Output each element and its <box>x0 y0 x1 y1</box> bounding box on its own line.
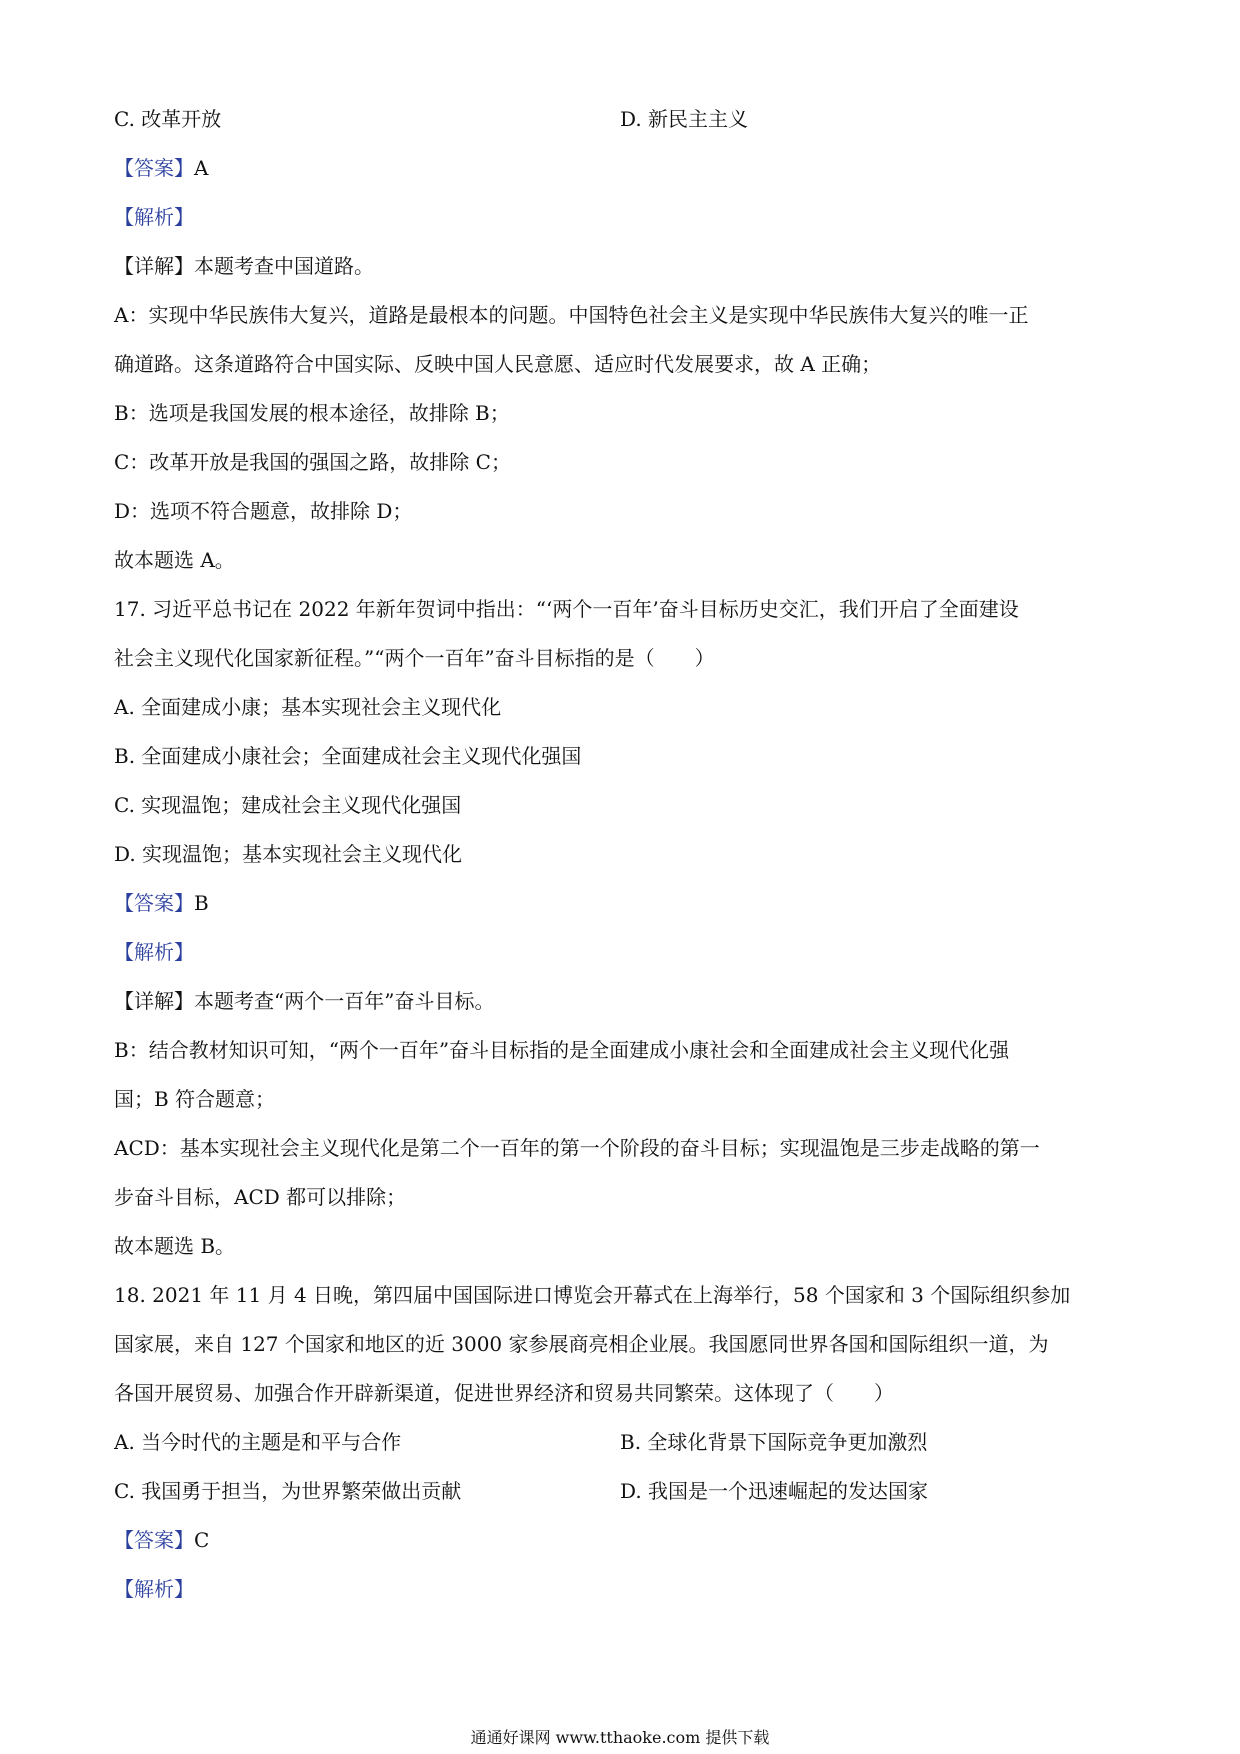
q17-answer <box>114 888 209 918</box>
q16-analysis-line: C：改革开放是我国的强国之路，故排除 C； <box>114 450 511 474</box>
q17-analysis-line: 步奋斗目标，ACD 都可以排除； <box>114 1185 407 1209</box>
q16-option-c: C. 改革开放 <box>114 107 222 131</box>
detail-tag: 【详解】 <box>114 989 194 1013</box>
q17-analysis-line: 国；B 符合题意； <box>114 1087 276 1111</box>
answer-tag: 【答案】 <box>114 891 194 915</box>
q18-option-b: B. 全球化背景下国际竞争更加激烈 <box>620 1430 928 1454</box>
q18-stem-line: 各国开展贸易、加强合作开辟新渠道，促进世界经济和贸易共同繁荣。这体现了（ ） <box>114 1381 894 1405</box>
q16-analysis-line: A：实现中华民族伟大复兴，道路是最根本的问题。中国特色社会主义是实现中华民族伟大复兴的唯一正 <box>114 303 1029 327</box>
q18-option-d: D. 我国是一个迅速崛起的发达国家 <box>620 1479 929 1503</box>
q17-option-c: C. 实现温饱；建成社会主义现代化强国 <box>114 793 462 817</box>
q18-analysis-tag: 【解析】 <box>114 1577 194 1601</box>
q17-conclusion: 故本题选 B。 <box>114 1234 236 1258</box>
q18-stem-line: 18. 2021 年 11 月 4 日晚，第四届中国国际进口博览会开幕式在上海举行，58 个国家和 3 个国际组织参加 <box>114 1283 1071 1307</box>
q16-analysis-line: 确道路。这条道路符合中国实际、反映中国人民意愿、适应时代发展要求，故 A 正确； <box>114 352 882 376</box>
q18-stem-line: 国家展，来自 127 个国家和地区的近 3000 家参展商亮相企业展。我国愿同世界各国和国际组织一道，为 <box>114 1332 1049 1356</box>
detail-tag: 【详解】 <box>114 254 194 278</box>
page-footer: 通通好课网 www.tthaoke.com 提供下载 <box>470 1728 770 1747</box>
answer-tag: 【答案】 <box>114 156 194 180</box>
answer-value: B <box>194 891 209 915</box>
q16-conclusion: 故本题选 A。 <box>114 548 235 572</box>
q17-analysis-line: ACD：基本实现社会主义现代化是第二个一百年的第一个阶段的奋斗目标；实现温饱是三步走战略的第一 <box>114 1136 1040 1160</box>
q16-analysis-tag: 【解析】 <box>114 205 194 229</box>
q16-answer <box>114 153 208 183</box>
q18-option-c: C. 我国勇于担当，为世界繁荣做出贡献 <box>114 1479 462 1503</box>
detail-text: 本题考查“两个一百年”奋斗目标。 <box>194 989 495 1013</box>
q18-answer <box>114 1525 209 1555</box>
q17-option-a: A. 全面建成小康；基本实现社会主义现代化 <box>114 695 502 719</box>
q17-stem-line: 社会主义现代化国家新征程。”“两个一百年”奋斗目标指的是（ ） <box>114 646 715 670</box>
q17-option-b: B. 全面建成小康社会；全面建成社会主义现代化强国 <box>114 744 582 768</box>
q17-analysis-line: B：结合教材知识可知，“两个一百年”奋斗目标指的是全面建成小康社会和全面建成社会主义现代化强 <box>114 1038 1010 1062</box>
q17-option-d: D. 实现温饱；基本实现社会主义现代化 <box>114 842 463 866</box>
answer-value: A <box>194 156 209 180</box>
answer-value: C <box>194 1528 210 1552</box>
q17-analysis-tag: 【解析】 <box>114 940 194 964</box>
q16-option-d: D. 新民主主义 <box>620 107 749 131</box>
detail-text: 本题考查中国道路。 <box>194 254 374 278</box>
q17-detail <box>114 986 494 1016</box>
q17-stem-line: 17. 习近平总书记在 2022 年新年贺词中指出：“‘两个一百年’奋斗目标历史交汇，我们开启了全面建设 <box>114 597 1019 621</box>
answer-tag: 【答案】 <box>114 1528 194 1552</box>
q16-analysis-line: B：选项是我国发展的根本途径，故排除 B； <box>114 401 510 425</box>
q16-detail <box>114 251 374 281</box>
q16-analysis-line: D：选项不符合题意，故排除 D； <box>114 499 413 523</box>
q18-option-a: A. 当今时代的主题是和平与合作 <box>114 1430 402 1454</box>
